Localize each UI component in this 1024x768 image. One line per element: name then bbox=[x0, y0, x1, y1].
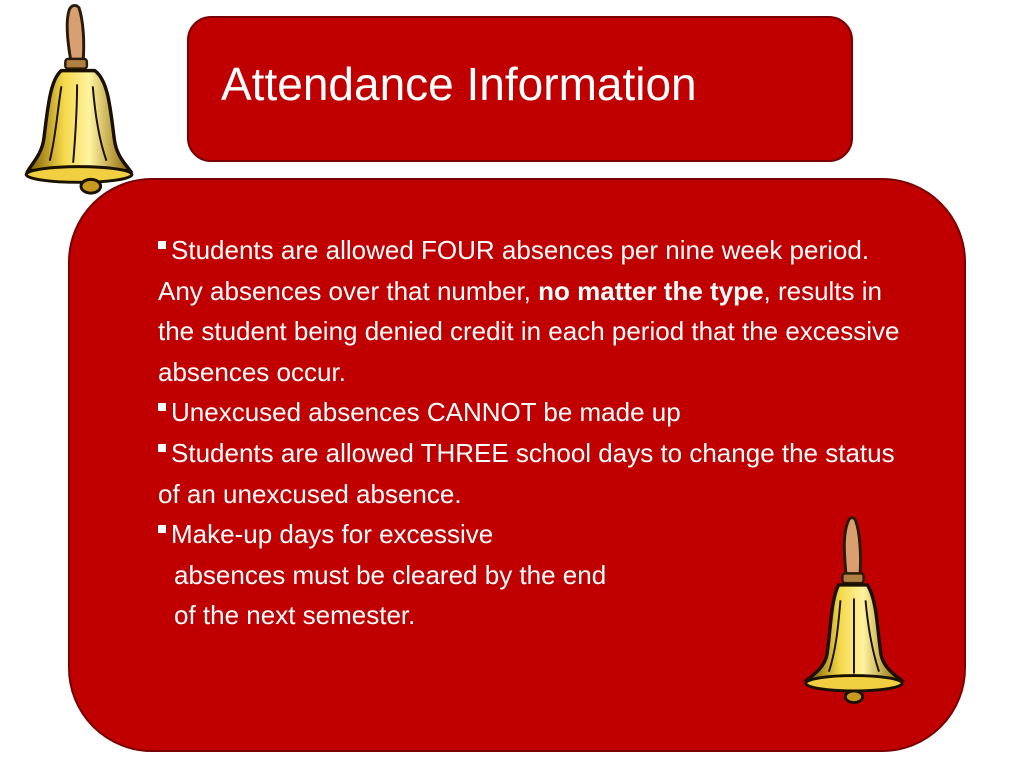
slide-title: Attendance Information bbox=[221, 58, 697, 110]
bell-icon bbox=[22, 2, 140, 198]
bullet-item bbox=[158, 230, 918, 392]
bullet-text: absences must be cleared by the end bbox=[174, 559, 607, 590]
bullet-text: , results in the student being denied credit in each period that the excessive absences occur. bbox=[158, 275, 900, 387]
bullet-text: Unexcused absences CANNOT be made up bbox=[171, 397, 681, 428]
square-bullet-icon bbox=[158, 241, 166, 249]
square-bullet-icon bbox=[158, 444, 166, 452]
bell-icon bbox=[800, 512, 906, 708]
emphasis-text: no matter the type bbox=[538, 275, 764, 306]
square-bullet-icon bbox=[158, 525, 166, 533]
title-box bbox=[187, 16, 853, 162]
bullet-text: Students are allowed FOUR absences per nine week period. Any absences over that number, bbox=[158, 235, 870, 306]
bullet-item bbox=[158, 392, 918, 433]
square-bullet-icon bbox=[158, 403, 166, 411]
bullet-item bbox=[158, 433, 918, 514]
bullet-text: of the next semester. bbox=[174, 600, 416, 631]
bullet-text: Students are allowed THREE school days to change the status of an unexcused absence. bbox=[158, 437, 895, 509]
bullet-text: Make-up days for excessive bbox=[171, 519, 494, 550]
